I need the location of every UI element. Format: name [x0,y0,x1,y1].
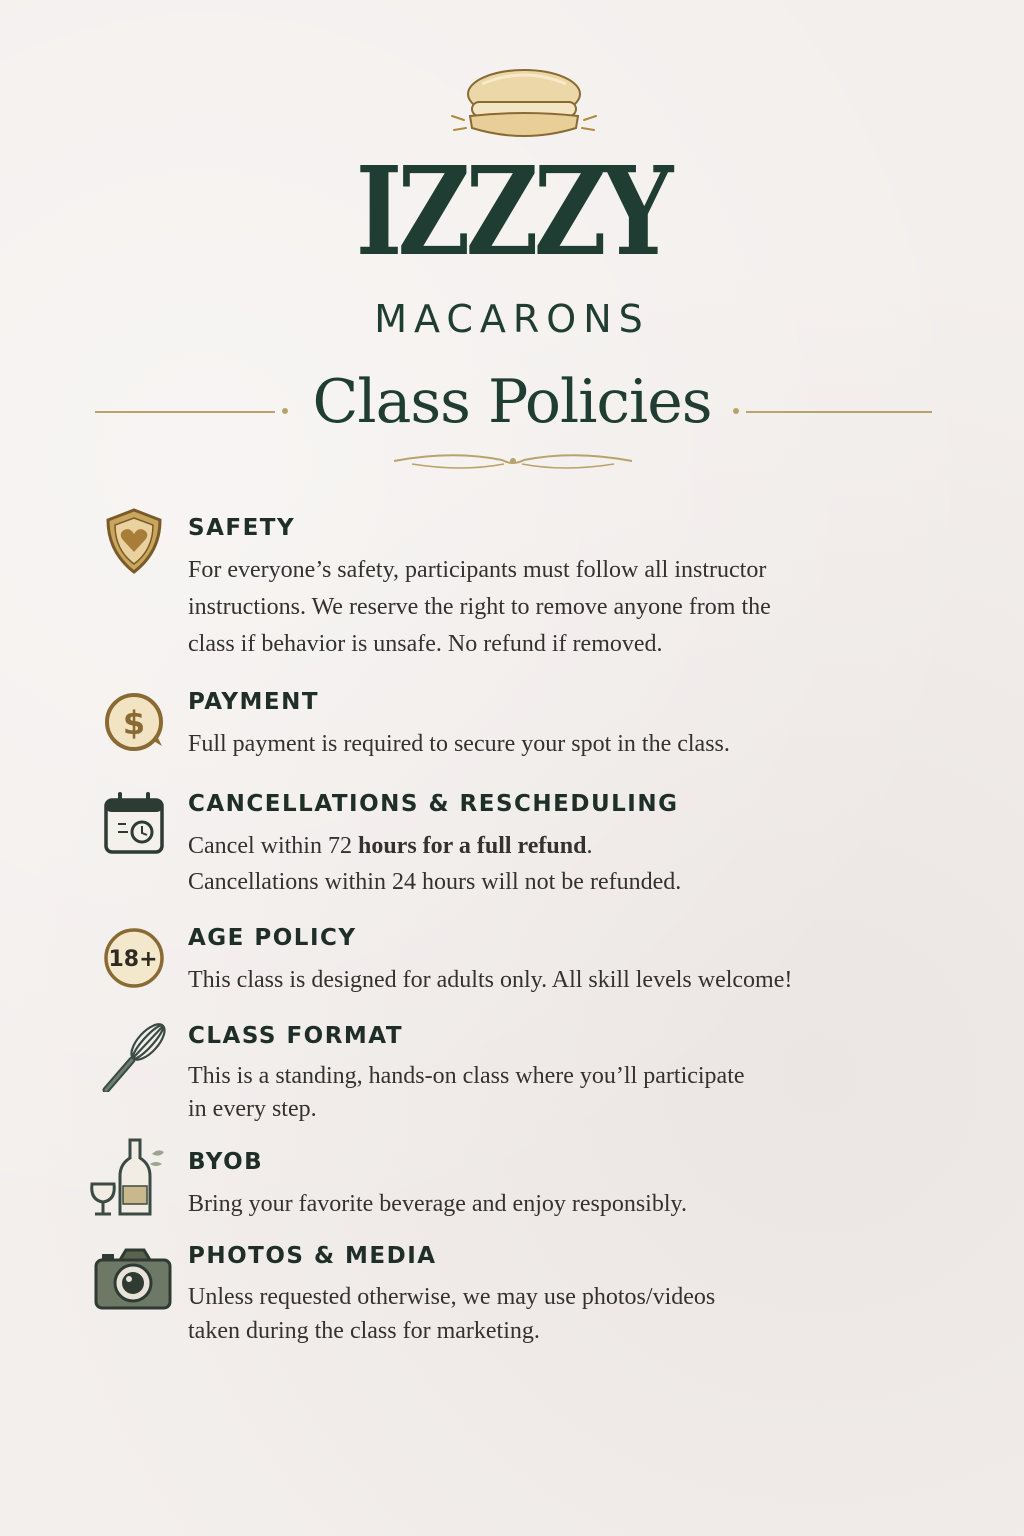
policy-body-line: Unless requested otherwise, we may use photos/videos [188,1284,716,1310]
policy-body-line: For everyone’s safety, participants must follow all instructor [188,557,767,583]
dollar-coin-icon [98,686,170,758]
age-icon-text: 18+ [108,947,158,972]
policy-body-line: Bring your favorite beverage and enjoy responsibly. [188,1191,687,1217]
policy-body [188,962,968,999]
policy-body-line: This class is designed for adults only. All skill levels welcome! [188,967,793,993]
page-title: Class Policies [312,367,712,437]
policy-body [188,1186,968,1223]
policy-text-bold: hours for a [357,833,471,859]
policy-body-line: Full payment is required to secure your spot in the class. [188,731,730,757]
policy-heading: PHOTOS & MEDIA [188,1243,437,1269]
policy-heading: CANCELLATIONS & RESCHEDULING [188,791,679,817]
brand-wordmark: IZZZY [355,139,669,283]
policy-heading: BYOB [188,1149,264,1175]
policy-text: . [586,833,593,859]
policy-body-line: instructions. We reserve the right to remove anyone from the [188,594,771,620]
policy-body [188,1060,968,1126]
policy-body [188,552,968,663]
whisk-icon [98,1020,170,1092]
flourish-ornament [392,448,634,474]
policy-heading: CLASS FORMAT [188,1023,404,1049]
policy-body [188,828,968,900]
policy-heading: SAFETY [188,515,296,541]
policy-heading: PAYMENT [188,689,320,715]
age-18-plus-icon [98,922,170,994]
camera-icon [94,1248,172,1310]
svg-text:$: $ [122,704,146,742]
calendar-clock-icon [98,790,170,862]
policy-body [188,1280,968,1348]
policy-body-line: in every step. [188,1096,317,1122]
shield-heart-icon [98,506,170,578]
policy-body-line: This is a standing, hands-on class where you’ll participate [188,1063,745,1089]
policy-body-line [188,828,968,864]
policy-body-line: class if behavior is unsafe. No refund if removed. [188,631,663,657]
brand-subtitle: MACARONS [374,297,650,341]
wine-bottle-glass-icon [88,1136,168,1216]
policy-body [188,726,968,763]
policy-text: Cancel within 72 [188,833,358,859]
policy-body-line: taken during the class for marketing. [188,1318,540,1344]
policy-text-bold: full refund [476,833,587,859]
policy-heading: AGE POLICY [188,925,357,951]
policy-body-line: Cancellations within 24 hours will not be refunded. [188,869,682,895]
